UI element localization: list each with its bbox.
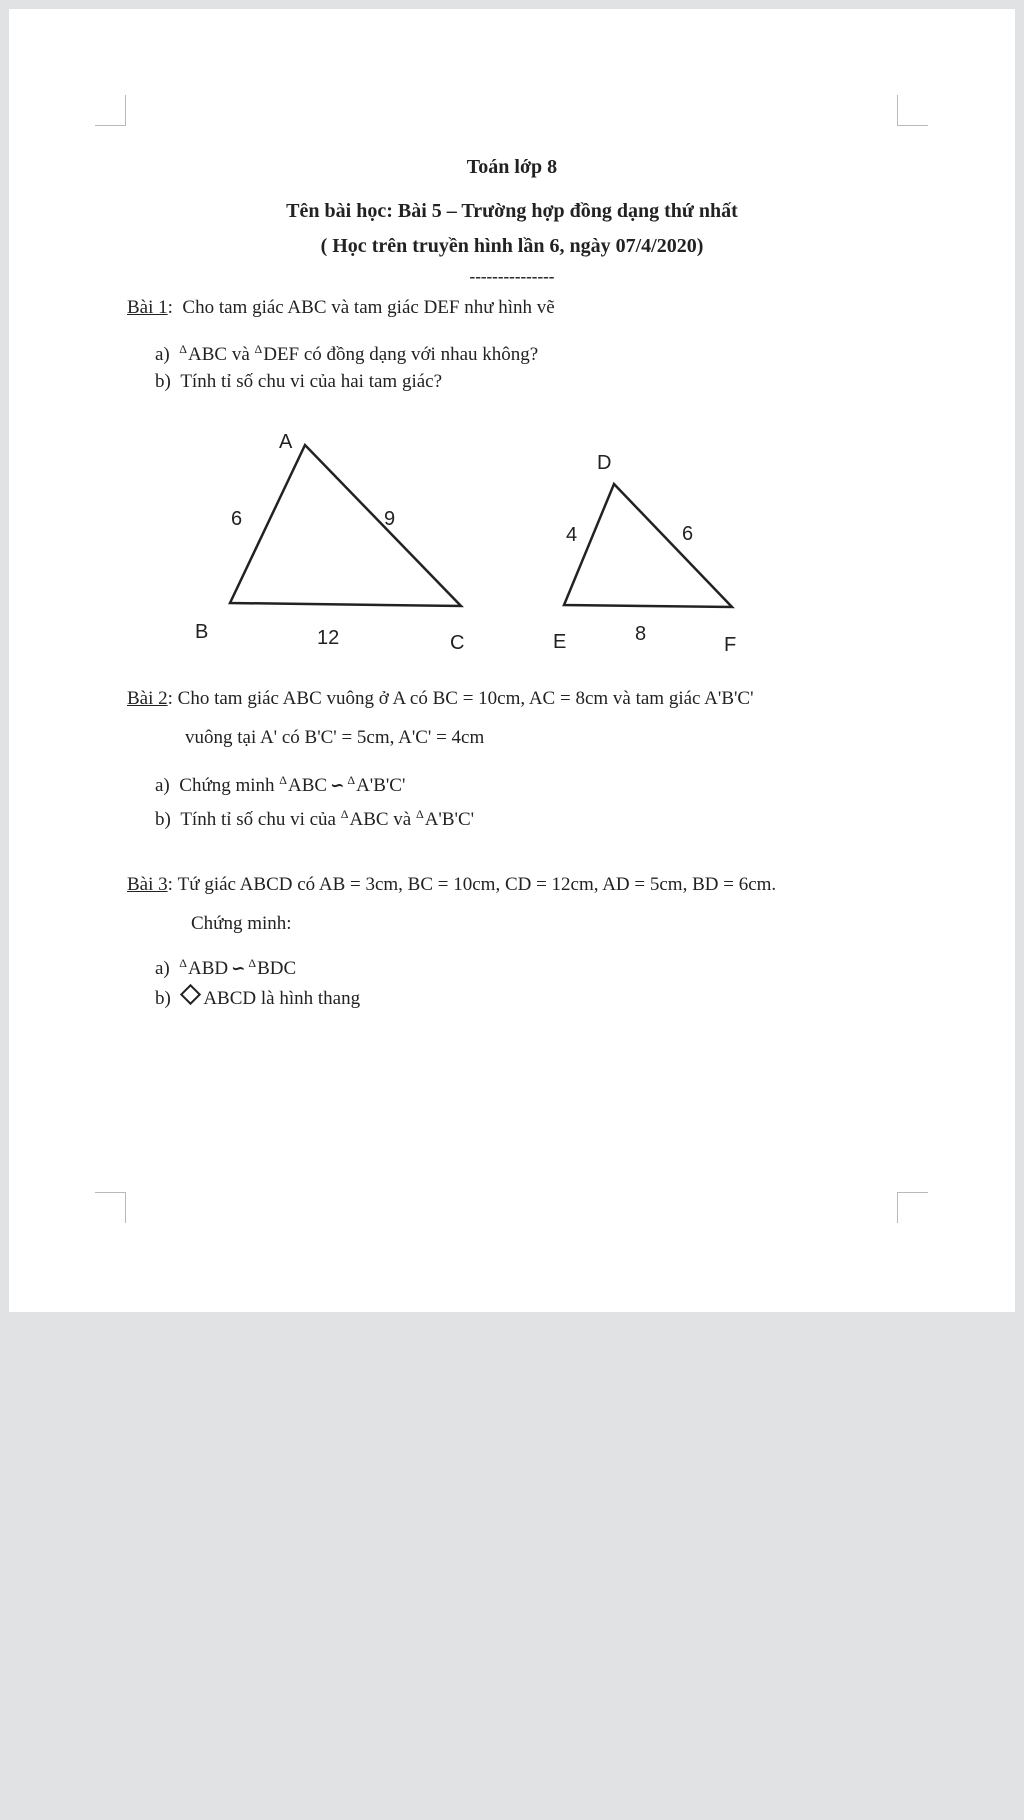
item-marker: a) [155,344,170,365]
triangle-name: BDC [257,958,297,979]
side-ef-length: 8 [635,623,647,645]
similar-symbol: ∽ [231,959,246,979]
triangle-symbol-icon: Δ [254,342,263,356]
triangle-def-shape [564,484,732,607]
bai2-label: Bài 2 [127,688,168,709]
vertex-d-label: D [597,452,612,474]
triangle-abc [195,431,464,654]
bai3-item-a [155,956,296,980]
question-text: Chứng minh [179,775,280,796]
quadrilateral-symbol-icon [180,984,201,1005]
item-marker: b) [155,988,171,1009]
vertex-c-label: C [450,632,465,654]
triangles-figure [9,9,1015,709]
bai2-text-line1: Cho tam giác ABC vuông ở A có BC = 10cm, AC = 8cm và tam giác A'B'C' [177,688,754,709]
title-divider: --------------- [469,267,555,286]
bai3-heading: Bài 3: Tứ giác ABCD có AB = 3cm, BC = 10cm, CD = 12cm, AD = 5cm, BD = 6cm. [127,874,777,895]
triangle-name: ABC [349,809,389,830]
bai2-item-b [155,807,474,831]
triangle-name: A'B'C' [424,809,475,830]
broadcast-note: ( Học trên truyền hình lần 6, ngày 07/4/2020) [320,235,704,257]
side-ab-length: 6 [231,508,243,530]
bai3-text-line1: Tứ giác ABCD có AB = 3cm, BC = 10cm, CD = 12cm, AD = 5cm, BD = 6cm. [177,874,777,895]
triangle-symbol-icon: Δ [415,807,424,821]
similar-symbol: ∽ [330,776,345,796]
question-text: ABCD là hình thang [203,988,361,1009]
side-de-length: 4 [566,524,578,546]
question-text: Tính tỉ số chu vi của [180,809,341,830]
bai1-heading: Bài 1: Cho tam giác ABC và tam giác DEF như hình vẽ [127,297,555,318]
triangle-abc-shape [230,445,461,606]
side-ac-length: 9 [384,508,396,530]
bai2-heading: Bài 2: Cho tam giác ABC vuông ở A có BC = 10cm, AC = 8cm và tam giác A'B'C' [127,688,754,709]
triangle-name: DEF [263,344,300,365]
bai2-item-a [155,773,405,797]
document-page [9,9,1015,1312]
vertex-e-label: E [553,631,567,653]
triangle-name: ABC [187,344,228,365]
bai3-label: Bài 3 [127,874,168,895]
question-text: Tính tỉ số chu vi của hai tam giác? [180,371,443,392]
connector-text: và [227,344,255,365]
margin-corner-bottom-right [897,1192,928,1223]
side-df-length: 6 [682,523,694,545]
subject-title: Toán lớp 8 [466,156,558,178]
bai3-item-b [155,987,360,1010]
triangle-symbol-icon: Δ [179,342,187,356]
vertex-a-label: A [279,431,293,453]
triangle-symbol-icon: Δ [179,956,187,970]
margin-corner-bottom-left [95,1192,126,1223]
triangle-name: ABC [288,775,328,796]
item-marker: a) [155,958,170,979]
vertex-f-label: F [724,634,737,656]
triangle-name: A'B'C' [356,775,406,796]
connector-text: và [388,809,416,830]
item-marker: a) [155,775,170,796]
triangle-symbol-icon: Δ [347,773,356,787]
side-bc-length: 12 [317,627,340,649]
item-marker: b) [155,371,171,392]
triangle-symbol-icon: Δ [340,807,349,821]
lesson-title: Tên bài học: Bài 5 – Trường hợp đồng dạng thứ nhất [286,200,738,222]
bai1-text: Cho tam giác ABC và tam giác DEF như hình vẽ [182,297,555,318]
item-marker: b) [155,809,171,830]
triangle-symbol-icon: Δ [248,956,257,970]
triangle-symbol-icon: Δ [279,773,288,787]
bai3-text-line2: Chứng minh: [191,913,292,934]
triangle-def [553,452,736,656]
triangle-name: ABD [187,958,229,979]
question-text: có đồng dạng với nhau không? [299,344,539,365]
vertex-b-label: B [195,621,209,643]
bai2-text-line2: vuông tại A' có B'C' = 5cm, A'C' = 4cm [185,727,485,748]
bai1-label: Bài 1 [127,297,168,318]
